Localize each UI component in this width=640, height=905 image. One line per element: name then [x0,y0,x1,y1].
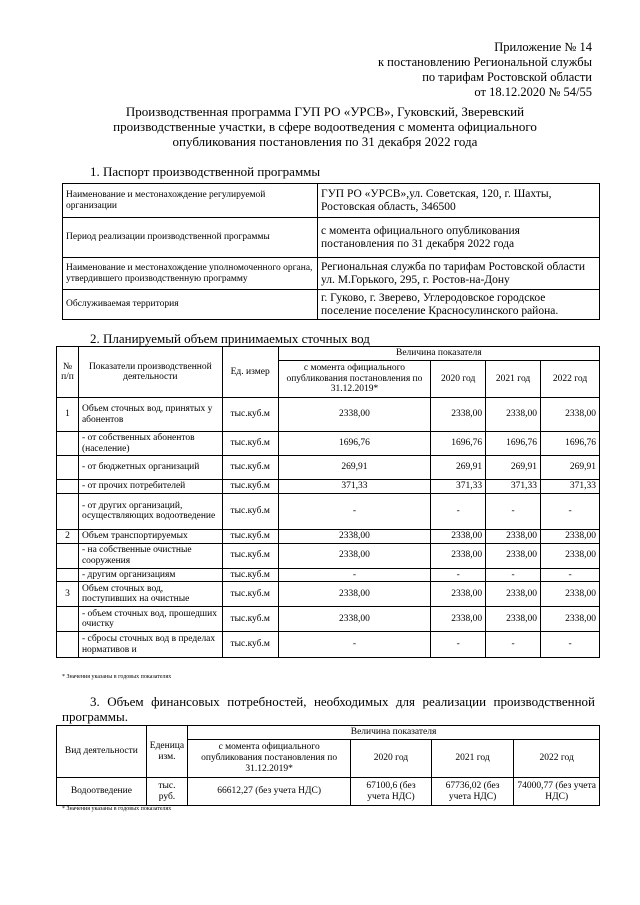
table-row [57,607,600,632]
row-value: - [486,568,541,582]
row-value: 2338,00 [431,543,486,568]
row-value: 371,33 [541,480,600,494]
col-period-header: 2022 год [541,361,600,398]
row-value: - [431,568,486,582]
row-num [57,480,79,494]
row-unit: тыс.куб.м [222,607,278,632]
row-name: Объем сточных вод, поступивших на очистные [78,582,222,607]
passport-row [63,184,600,218]
table-row [57,398,600,432]
row-unit: тыс.куб.м [222,480,278,494]
row-num: 3 [57,582,79,607]
row-num [57,543,79,568]
row-value: 2338,00 [278,529,431,543]
row-name: Объем сточных вод, принятых у абонентов [78,398,222,432]
appendix-line: от 18.12.2020 № 54/55 [474,85,592,99]
col-period-header: 2020 год [351,740,432,778]
row-value: 2338,00 [486,398,541,432]
row-unit: тыс.куб.м [222,632,278,658]
row-value: 2338,00 [431,529,486,543]
volume-table [56,346,600,658]
col-period-header: 2021 год [431,740,514,778]
col-period-header: 2022 год [514,740,600,778]
row-name: - от бюджетных организаций [78,456,222,480]
passport-label: Период реализации производственной программы [63,218,318,258]
row-num: 2 [57,529,79,543]
row-value: - [431,632,486,658]
col-unit-header: Еденица изм. [146,726,187,778]
row-value: 2338,00 [431,398,486,432]
row-name: - сбросы сточных вод в пределах нормативов и [78,632,222,658]
col-num-header: № п/п [57,347,79,398]
row-value: 269,91 [431,456,486,480]
appendix-line: к постановлению Региональной службы [377,55,592,69]
row-value: 2338,00 [486,582,541,607]
row-value: - [486,493,541,529]
row-value: 269,91 [541,456,600,480]
section2-heading: 2. Планируемый объем принимаемых сточных вод [90,331,370,346]
passport-row [63,258,600,290]
row-name: - другим организациям [78,568,222,582]
table-row [57,493,600,529]
row-name: Объем транспортируемых [78,529,222,543]
row-value: 2338,00 [541,398,600,432]
row-unit: тыс. руб. [146,778,187,806]
passport-value: ГУП РО «УРСВ»,ул. Советская, 120, г. Шахты, Ростовская область, 346500 [318,184,600,218]
section3-heading-text: 3. Объем финансовых потребностей, необходимых для реализации производственной программы. [62,694,595,724]
section3-heading [62,694,595,724]
table-footnote: * Значения указаны в годовых показателях [62,806,172,812]
row-value: 67736,02 (без учета НДС) [431,778,514,806]
table-footnote: * Значения указаны в годовых показателях [62,674,172,680]
row-unit: тыс.куб.м [222,543,278,568]
row-value: 2338,00 [486,529,541,543]
col-group-header: Величина показателя [278,347,599,361]
row-unit: тыс.куб.м [222,493,278,529]
passport-label: Обслуживаемая территория [63,290,318,320]
section1-heading: 1. Паспорт производственной программы [90,164,321,179]
passport-label: Наименование и местонахождение регулируемой организации [63,184,318,218]
row-unit: тыс.куб.м [222,456,278,480]
row-value: - [541,493,600,529]
row-activity: Водоотведение [57,778,147,806]
row-num [57,493,79,529]
row-name: - от прочих потребителей [78,480,222,494]
row-value: 2338,00 [541,543,600,568]
row-value: - [278,632,431,658]
col-period-header: 2020 год [431,361,486,398]
col-period-header: 2021 год [486,361,541,398]
row-value: 371,33 [486,480,541,494]
table-row [57,568,600,582]
row-unit: тыс.куб.м [222,432,278,456]
row-value: 2338,00 [541,607,600,632]
row-value: - [278,568,431,582]
row-value: - [278,493,431,529]
row-num [57,607,79,632]
row-value: - [431,493,486,529]
row-value: - [541,568,600,582]
row-value: 371,33 [431,480,486,494]
col-unit-header: Ед. измер [222,347,278,398]
row-num [57,632,79,658]
appendix-header [378,40,592,100]
row-num [57,432,79,456]
row-value: 2338,00 [278,607,431,632]
row-value: 1696,76 [278,432,431,456]
row-unit: тыс.куб.м [222,568,278,582]
row-value: 2338,00 [541,582,600,607]
row-value: 2338,00 [431,607,486,632]
passport-table [62,183,600,320]
appendix-line: Приложение № 14 [494,40,592,54]
row-value: 67100,6 (без учета НДС) [351,778,432,806]
passport-row [63,218,600,258]
row-name: - от других организаций, осуществляющих водоотведение [78,493,222,529]
table-row [57,778,600,806]
document-title: Производственная программа ГУП РО «УРСВ», Гуковский, Зверевский производственные участки, в сфере водоотведения с момента официального опубликования постановления по 31 декабря 2022 года [113,104,537,149]
row-unit: тыс.куб.м [222,398,278,432]
row-value: 1696,76 [486,432,541,456]
row-value: 2338,00 [486,607,541,632]
row-num [57,568,79,582]
finance-table [56,725,600,806]
table-row [57,529,600,543]
row-value: 2338,00 [278,543,431,568]
row-name: - на собственные очистные сооружения [78,543,222,568]
row-unit: тыс.куб.м [222,582,278,607]
table-row [57,632,600,658]
row-value: 1696,76 [431,432,486,456]
row-value: 269,91 [486,456,541,480]
passport-value: г. Гуково, г. Зверево, Углеродовское городское поселение поселение Красносулинского района. [318,290,600,320]
passport-row [63,290,600,320]
row-value: 1696,76 [541,432,600,456]
col-period-header: с момента официального опубликования постановления по 31.12.2019* [188,740,351,778]
col-group-header: Величина показателя [188,726,600,740]
table-row [57,582,600,607]
row-value: 2338,00 [431,582,486,607]
passport-value: Региональная служба по тарифам Ростовской области ул. М.Горького, 295, г. Ростов-на-Дону [318,258,600,290]
passport-value: с момента официального опубликования постановления по 31 декабря 2022 года [318,218,600,258]
appendix-line: по тарифам Ростовской области [422,70,592,84]
row-name: - от собственных абонентов (население) [78,432,222,456]
row-num: 1 [57,398,79,432]
col-indicator-header: Показатели производственной деятельности [78,347,222,398]
table-row [57,456,600,480]
row-value: 2338,00 [541,529,600,543]
col-period-header: с момента официального опубликования постановления по 31.12.2019* [278,361,431,398]
row-value: - [486,632,541,658]
table-row [57,480,600,494]
table-row [57,543,600,568]
row-unit: тыс.куб.м [222,529,278,543]
row-value: 74000,77 (без учета НДС) [514,778,600,806]
row-name: - объем сточных вод, прошедших очистку [78,607,222,632]
row-num [57,456,79,480]
col-activity-header: Вид деятельности [57,726,147,778]
row-value: 269,91 [278,456,431,480]
row-value: 2338,00 [278,398,431,432]
passport-label: Наименование и местонахождение уполномоченного органа, утвердившего производственную программу [63,258,318,290]
row-value: 371,33 [278,480,431,494]
table-row [57,432,600,456]
row-value: 2338,00 [486,543,541,568]
row-value: - [541,632,600,658]
row-value: 66612,27 (без учета НДС) [188,778,351,806]
row-value: 2338,00 [278,582,431,607]
